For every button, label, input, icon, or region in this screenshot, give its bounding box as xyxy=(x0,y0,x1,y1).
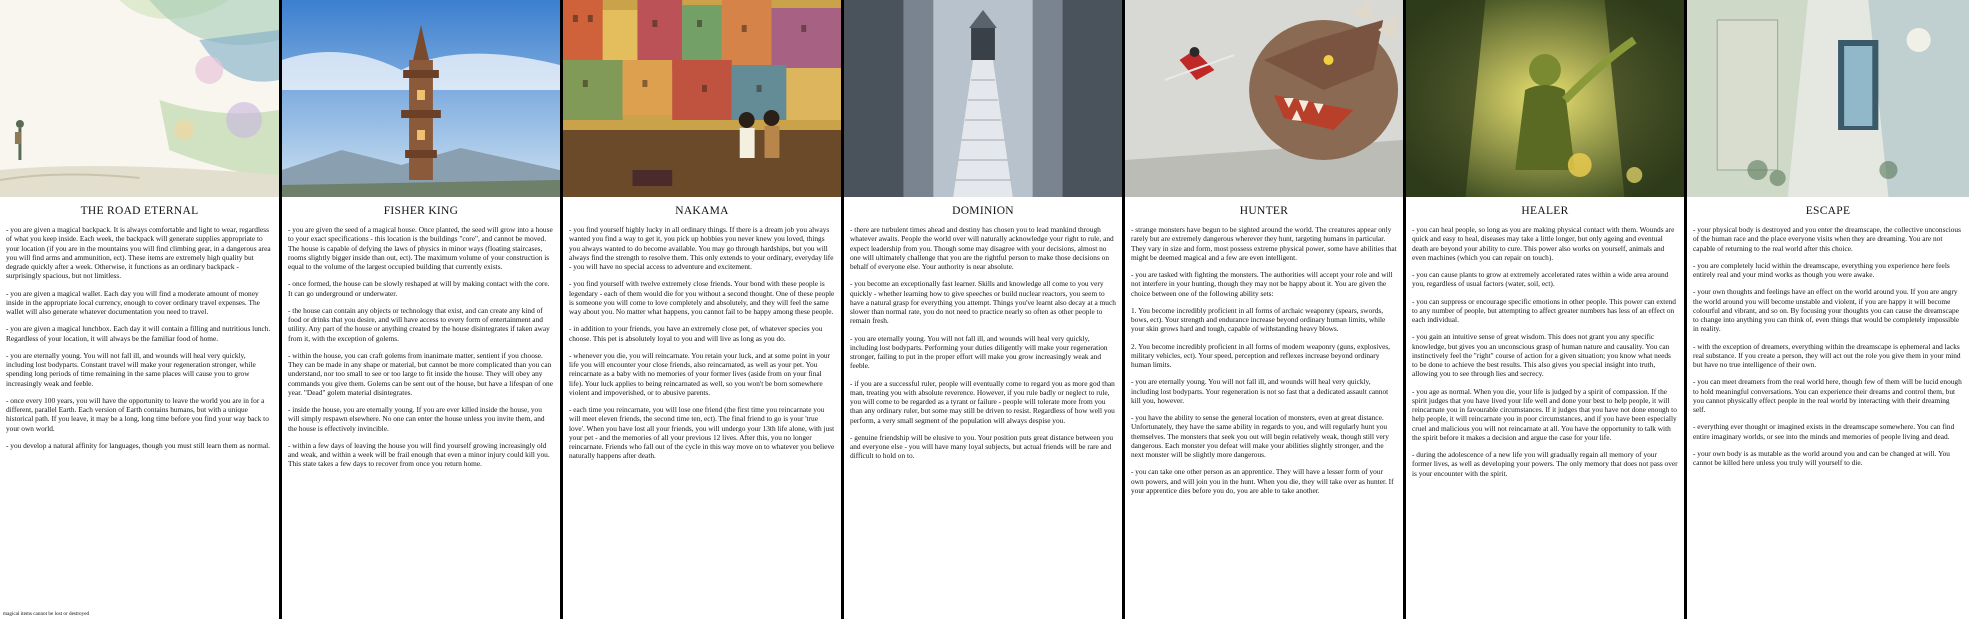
card-hunter xyxy=(1125,0,1403,619)
card-paragraph: 1. You become incredibly proficient in all forms of archaic weaponry (spears, swords, bows, ect). Your strength and endurance increase beyond ordinary human limits, while your skin grows hard and tough, capable of withstanding heavy blows. xyxy=(1131,305,1386,334)
card-paragraph: - you are eternally young. You will not fall ill, and wounds will heal very quickly, including lost bodyparts. Performing your duties diligently will make your regeneration stronger, failing to put in the proper effort will make you grow increasingly weak and feeble. xyxy=(850,333,1108,371)
card-paragraph: - you have the ability to sense the general location of monsters, even at great distance. Unfortunately, they have the same ability in regards to you, and will regularly hunt you themselves. The monsters that seek you out will begin relatively weak, though still very dangerous. Each monster you defeat will make your abilities slightly stronger, and the next monster will be slightly more dangerous. xyxy=(1131,413,1389,459)
card-art xyxy=(1125,0,1403,197)
card-paragraph: - everything ever thought or imagined exists in the dreamscape somewhere. You can find entire imaginary worlds, or see into the minds and memories of people living and dead. xyxy=(1693,422,1955,441)
card-paragraph: - whenever you die, you will reincarnate. You retain your luck, and at some point in your life you will encounter your close friends, also reincarnated, as well as your pet. You reincarnate as a baby with no memories of your former lives (aside from on your final life). Your luck applies to being reincarnated as well, so you won't be born somewhere violent and impoverished, or to abusive parents. xyxy=(569,350,831,397)
card-paragraph: - you are eternally young. You will not fall ill, and wounds will heal very quickly, including lost bodyparts. Your regeneration is not so fast that a dedicated assault cannot kill you, however. xyxy=(1131,377,1389,405)
card-art xyxy=(844,0,1122,197)
card-body xyxy=(1687,225,1969,475)
card-healer xyxy=(1406,0,1684,619)
card-art xyxy=(282,0,560,197)
card-title: HEALER xyxy=(1521,205,1569,217)
card-paragraph: - each time you reincarnate, you will lose one friend (the first time you reincarnate you will meet eleven friends, the second time ten, ect). The final friend to go is your 'true love'. When you have lost all your friends, you will undergo your 13th life alone, with just your pet - and the memories of all your previous 12 lives. After this, you no longer reincarnate. Friends who fall out of the cycle in this way move on to whatever you believe naturally happens after death. xyxy=(569,405,835,461)
card-nakama xyxy=(563,0,841,619)
card-paragraph: - you are completely lucid within the dreamscape, everything you experience here feels entirely real and your mind works as though you were awake. xyxy=(1693,260,1950,279)
card-paragraph: - your own thoughts and feelings have an effect on the world around you. If you are angry the world around you will become unstable and violent, if you are happy it will become colourful and vibrant, and so on. By focusing your thoughts you can cause the dreamscape to change into anything you can think of, even things that would be completely impossible in reality. xyxy=(1693,287,1960,334)
card-paragraph: - you can suppress or encourage specific emotions in other people. This power can extend to any number of people, but attempting to affect greater numbers has less of an effect on each individual. xyxy=(1412,296,1676,324)
card-art xyxy=(1406,0,1684,197)
card-escape xyxy=(1687,0,1969,619)
card-paragraph: - you gain an intuitive sense of great wisdom. This does not grant you any specific knowledge, but gives you an unconscious grasp of human nature and causality. You can instinctively feel the "right" course of action for a given situation; you know what needs to be done to achieve the best results. This also gives you special insight into truth, allowing you to see through lies and secrecy. xyxy=(1412,332,1671,379)
card-paragraph: - your own body is as mutable as the world around you and can be changed at will. You cannot be killed here unless you truly will yourself to die. xyxy=(1693,448,1950,467)
card-dominion xyxy=(844,0,1122,619)
card-title: HUNTER xyxy=(1239,205,1289,217)
card-paragraph: - within the house, you can craft golems from inanimate matter, sentient if you choose. They can be made in any shape or material, but cannot be more complicated than you can understand, nor too small to see or too large to fit inside the house. They will obey any commands you give them. Golems can be sent out of the house, but have a lifespan of one year. "Dead" golem material disintegrates. xyxy=(288,350,553,397)
card-paragraph: - you develop a natural affinity for languages, though you must still learn them as normal. xyxy=(6,440,270,450)
card-paragraph: - with the exception of dreamers, everything within the dreamscape is ephemeral and lacks real substance. If you create a person, they will act out the role you give them in your mind but have no true intelligence of their own. xyxy=(1693,341,1961,369)
card-art xyxy=(1687,0,1969,197)
card-fisher-king xyxy=(282,0,560,619)
card-paragraph: - if you are a successful ruler, people will eventually come to regard you as more god than man, treating you with absolute reverence. However, if you rule badly or neglect to rule, you will come to be regarded as a tyrant or failure - people will tolerate more from you than any ordinary ruler, but some may still be driven to resist. Regardless of how well you perform, a very small segment of the population will always despise you. xyxy=(850,378,1115,425)
card-body xyxy=(1125,225,1403,503)
card-body xyxy=(0,225,279,458)
card-paragraph: - you become an exceptionally fast learner. Skills and knowledge all come to you very quickly - whether learning how to give speeches or build nuclear reactors, you seem to have a natural grasp for everything you attempt. Things you've learnt also decay at a much slower than normal rate, you do not need to practice nearly so often as other people to remain fresh. xyxy=(850,279,1116,326)
card-paragraph: 2. You become incredibly proficient in all forms of modern weaponry (guns, explosives, military vehicles, ect). Your speed, perception and reflexes increase beyond ordinary human limits. xyxy=(1131,341,1391,369)
card-body xyxy=(844,225,1122,469)
card-paragraph: - inside the house, you are eternally young. If you are ever killed inside the house, you will simply respawn elsewhere. No one can enter the house unless you invite them, and the house is effectively invincible. xyxy=(288,405,545,433)
card-title: FISHER KING xyxy=(383,205,459,217)
card-paragraph: - you can cause plants to grow at extremely accelerated rates within a wide area around you, regardless of usual factors (water, soil, ect). xyxy=(1412,270,1669,289)
card-paragraph: - you find yourself with twelve extremely close friends. Your bond with these people is legendary - each of them would die for you without a second thought. One of these people is someone you will come to love completely and absolutely, and they will feel the same way about you. No matter what happens, you cannot fail to be happy among these people. xyxy=(569,279,835,316)
card-paragraph: - once formed, the house can be slowly reshaped at will by making contact with the core. It can go underground or underwater. xyxy=(288,279,550,298)
card-paragraph: - you can take one other person as an apprentice. They will have a lesser form of your own powers, and will join you in the hunt. When you die, they will take over as hunter. If your apprentice dies before you do, you are able to take another. xyxy=(1131,467,1394,495)
card-title: THE ROAD ETERNAL xyxy=(80,205,199,217)
card-paragraph: - the house can contain any objects or technology that exist, and can create any kind of food or drinks that you desire, and will have access to every form of entertainment and utility. Any part of the house or anything created by the house disintegrates if taken away from it, with the exception of golems. xyxy=(288,305,550,343)
card-paragraph: - your physical body is destroyed and you enter the dreamscape, the collective unconscious of the human race and the place everyone visits when they are dreaming. You are not capable of returning to the real world after this choice. xyxy=(1693,225,1961,253)
card-paragraph: - during the adolescence of a new life you will gradually regain all memory of your former lives, as well as developing your powers. The only memory that does not pass over is your encounter with the spirit. xyxy=(1412,450,1678,478)
card-paragraph: - in addition to your friends, you have an extremely close pet, of whatever species you choose. This pet is absolutely loyal to you and will live as long as you do. xyxy=(569,324,823,343)
card-paragraph: - you can meet dreamers from the real world here, though few of them will be lucid enough to hold meaningful conversations. You can experience their dreams and control them, but you cannot physically effect people in the real world by interacting with their dreaming self. xyxy=(1693,377,1962,414)
card-body xyxy=(1406,225,1684,486)
card-paragraph: - you are tasked with fighting the monsters. The authorities will accept your role and will not interfere in your hunting, though they may not be happy about it. You are given the choice between one of the following ability sets: xyxy=(1131,270,1393,298)
card-paragraph: - strange monsters have begun to be sighted around the world. The creatures appear only rarely but are extremely dangerous wherever they hunt, targeting humans in particular. They vary in size and form, most possess extreme physical power, some have abilities that might be deemed magical and a few are even intelligent. xyxy=(1131,225,1397,262)
card-title: ESCAPE xyxy=(1805,205,1851,217)
card-paragraph: - you are eternally young. You will not fall ill, and wounds will heal very quickly, including lost bodyparts. Constant travel will make your regeneration stronger, while spending long periods of time remaining in the same places will cause you to grow increasingly weak and feeble. xyxy=(6,350,256,388)
footnote: magical items cannot be lost or destroyed xyxy=(3,611,90,617)
card-body xyxy=(282,225,560,477)
card-paragraph: - genuine friendship will be elusive to you. Your position puts great distance between you and everyone else - you will have many loyal subjects, but actual friends will be rare and difficult to hold on to. xyxy=(850,432,1114,461)
card-title: DOMINION xyxy=(952,205,1014,217)
card-paragraph: - you are given a magical backpack. It is always comfortable and light to wear, regardless of what you keep inside. Each week, the backpack will generate supplies appropriate to your location (if you are in the mountains you will find climbing gear, in a dangerous area you will find arms and ammunition, ect). These items are extremely high quality but degrade quickly after a week. Otherwise, it functions as an ordinary backpack - surprisingly spacious, but not limitless. xyxy=(6,225,271,281)
card-paragraph: - there are turbulent times ahead and destiny has chosen you to lead mankind through whatever awaits. People the world over will naturally acknowledge your right to rule, and expect leadership from you. Though some may disagree with your decisions, almost no one will ultimately challenge that you are the rightful person to make those decisions on behalf of everyone else. Your authority is near absolute. xyxy=(850,225,1114,271)
card-paragraph: - you are given the seed of a magical house. Once planted, the seed will grow into a house to your exact specifications - this location is the buildings "core", and cannot be moved. The house is capable of defying the laws of physics in minor ways (floating staircases, rooms slightly bigger inside than out, ect). The maximum volume of your construction is equal to the volume of the largest occupied building that currently exists. xyxy=(288,225,553,271)
card-paragraph: - you age as normal. When you die, your life is judged by a spirit of compassion. If the spirit judges that you have lived your life well and done your best to help people, it will reincarnate you in favourable circumstances. If it judges that you have not done enough to help people, it will reincarnate you in poor circumstances, and if you have been especially cruel and malicious you will not reincarnate at all. You have the opportunity to talk with the spirit before it makes a decision and argue the case for your life. xyxy=(1412,386,1677,442)
card-body xyxy=(563,225,841,469)
card-paragraph: - you find yourself highly lucky in all ordinary things. If there is a dream job you always wanted you find a way to get it, you pick up hobbies you never knew you loved, things you always wanted to do become available. You may go through hardships, but you will always find the strength to resolve them. This only extends to your ordinary, everyday life - you will have no special access to adventure and excitement. xyxy=(569,225,834,271)
card-title: NAKAMA xyxy=(675,205,729,217)
card-art xyxy=(0,0,279,197)
card-paragraph: - you are given a magical wallet. Each day you will find a moderate amount of money inside in the appropriate local currency, enough to cover ordinary travel expenses. The wallet will also generate whatever documentation you need to travel. xyxy=(6,288,260,316)
card-paragraph: - within a few days of leaving the house you will find yourself growing increasingly old and weak, and within a week will be frail enough that even a minor injury could kill you. This state takes a few days to recover from once you return home. xyxy=(288,440,550,469)
card-art xyxy=(563,0,841,197)
card-paragraph: - you are given a magical lunchbox. Each day it will contain a filling and nutritious lunch. Regardless of your location, it will always be the familiar food of home. xyxy=(6,324,271,343)
card-the-road-eternal xyxy=(0,0,279,619)
card-paragraph: - you can heal people, so long as you are making physical contact with them. Wounds are quick and easy to heal, diseases may take a little longer, but only ageing and eventual death are beyond your ability to cure. This power also works on yourself, animals and even machines (which you can repair on touch). xyxy=(1412,225,1675,262)
card-paragraph: - once every 100 years, you will have the opportunity to leave the world you are in for a different, parallel Earth. Each version of Earth contains humans, but with a unique historical path. If you leave, it may be a long, long time before you find your way back to your own world. xyxy=(6,395,269,433)
